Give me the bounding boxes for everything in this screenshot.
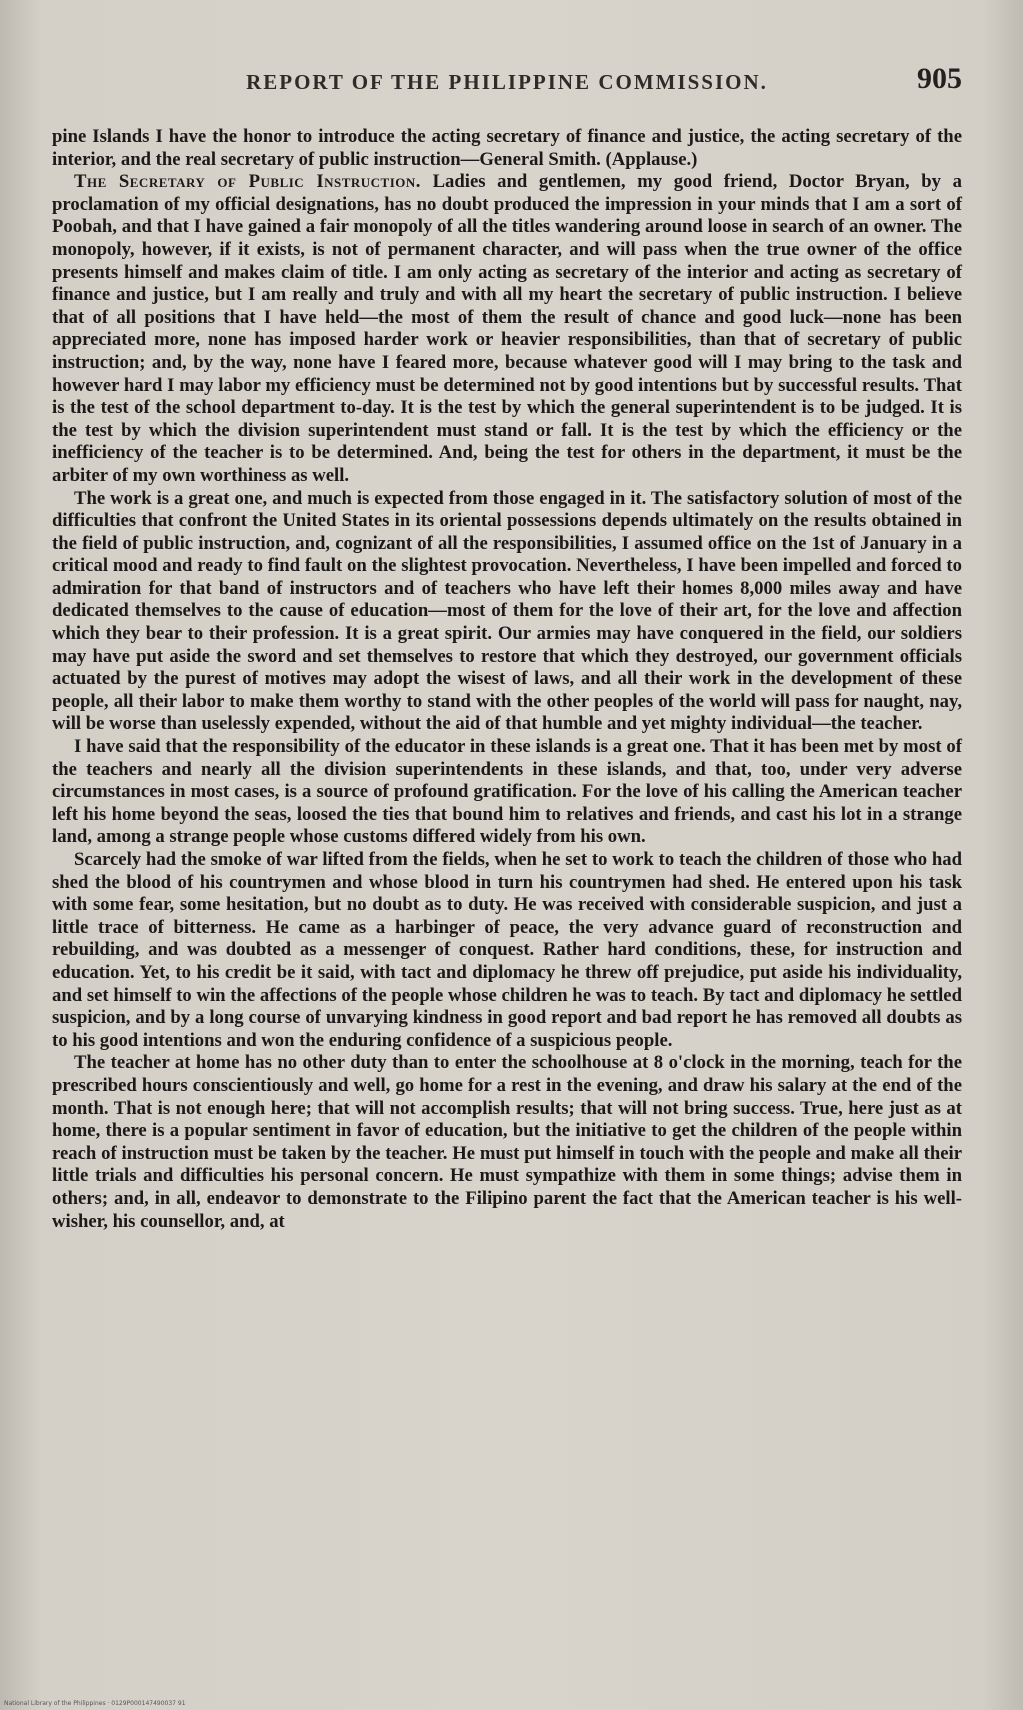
paragraph (52, 488, 962, 737)
paragraph (52, 736, 962, 849)
paragraph-text: Scarcely had the smoke of war lifted from the fields, when he set to work to teach the children of those who had shed the blood of his countrymen and whose blood in turn his countrymen had shed. He entered upon his task with some fear, some hesitation, but no doubt as to duty. He was received with considerable suspicion, and just a little trace of bitterness. He came as a harbinger of peace, the very advance guard of reconstruction and rebuilding, and was doubted as a messenger of conquest. Rather hard conditions, these, for instruction and education. Yet, to his credit be it said, with tact and diplomacy he threw off prejudice, put aside his individuality, and set himself to win the affections of the people whose children he was to teach. By tact and diplomacy he settled suspicion, and by a long course of unvarying kindness in good report and bad report he has removed all doubts as to his good intentions and won the enduring confidence of a suspicious people. (52, 849, 962, 1051)
paragraph (52, 126, 962, 171)
scan-credit: National Library of the Philippines · 0129P000147490037 91 (4, 1700, 186, 1707)
page-header (52, 62, 962, 102)
paragraph-text: The work is a great one, and much is expected from those engaged in it. The satisfactory solution of most of the difficulties that confront the United States in its oriental possessions depends ultimately on the results obtained in the field of public instruction, and, cognizant of all the responsibilities, I assumed office on the 1st of January in a critical mood and ready to find fault on the slightest provocation. Nevertheless, I have been impelled and forced to admiration for that band of instructors and of teachers who have left their homes 8,000 miles away and have dedicated themselves to the cause of education—most of them for the love of their art, for the love and affection which they bear to their profession. It is a great spirit. Our armies may have conquered in the field, our soldiers may have put aside the sword and set themselves to restore that which they destroyed, our government officials actuated by the purest of motives may adopt the wisest of laws, and all their work in the development of these people, all their labor to make them worthy to stand with the other peoples of the world will pass for naught, nay, will be worse than uselessly expended, without the aid of that humble and yet mighty individual—the teacher. (52, 487, 962, 735)
paragraph (52, 1052, 962, 1233)
paragraph-text: Ladies and gentlemen, my good friend, Doctor Bryan, by a proclamation of my official designations, has no doubt produced the impression in your minds that I am a sort of Poobah, and that I have gained a fair monopoly of all the titles wandering around loose in search of an owner. The monopoly, however, if it exists, is not of permanent character, and will pass when the true owner of the office presents himself and makes claim of title. I am only acting as secretary of the interior and acting as secretary of finance and justice, but I am really and truly and with all my heart the secretary of public instruction. I believe that of all positions that I have held—the most of them the result of chance and good luck—none has been appreciated more, none has imposed harder work or heavier responsibilities, than that of secretary of public instruction; and, by the way, none have I feared more, because whatever good will I may bring to the task and however hard I may labor my efficiency must be determined not by good intentions but by successful results. That is the test of the school department to-day. It is the test by which the general superintendent is to be judged. It is the test by which the division superintendent must stand or fall. It is the test by which the efficiency or the inefficiency of the teacher is to be determined. And, being the test for others in the department, it must be the arbiter of my own worthiness as well. (52, 171, 962, 486)
paragraph-text: I have said that the responsibility of the educator in these islands is a great one. That it has been met by most of the teachers and nearly all the division superintendents in these islands, and that, too, under very adverse circumstances in most cases, is a source of profound gratification. For the love of his calling the American teacher left his home beyond the seas, loosed the ties that bound him to relatives and friends, and cast his lot in a strange land, among a strange people whose customs differed widely from his own. (52, 736, 962, 848)
running-head: REPORT OF THE PHILIPPINE COMMISSION. (246, 70, 768, 94)
paragraph (52, 849, 962, 1052)
speaker-label: The Secretary of Public Instruction. (74, 171, 421, 193)
body-text (52, 126, 962, 1233)
page-number: 905 (917, 62, 962, 95)
paragraph (52, 171, 962, 487)
paragraph-text: pine Islands I have the honor to introduce the acting secretary of finance and justice, the acting secretary of the interior, and the real secretary of public instruction—General Smith. (Applause.) (52, 126, 962, 170)
paragraph-text: The teacher at home has no other duty than to enter the schoolhouse at 8 o'clock in the morning, teach for the prescribed hours conscientiously and well, go home for a rest in the evening, and draw his salary at the end of the month. That is not enough here; that will not accomplish results; that will not bring success. True, here just as at home, there is a popular sentiment in favor of education, but the initiative to get the children of the people within reach of instruction must be taken by the teacher. He must put himself in touch with the people and make all their little trials and difficulties his personal concern. He must sympathize with them in some things; advise them in others; and, in all, endeavor to demonstrate to the Filipino parent the fact that the American teacher is his well-wisher, his counsellor, and, at (52, 1052, 962, 1232)
